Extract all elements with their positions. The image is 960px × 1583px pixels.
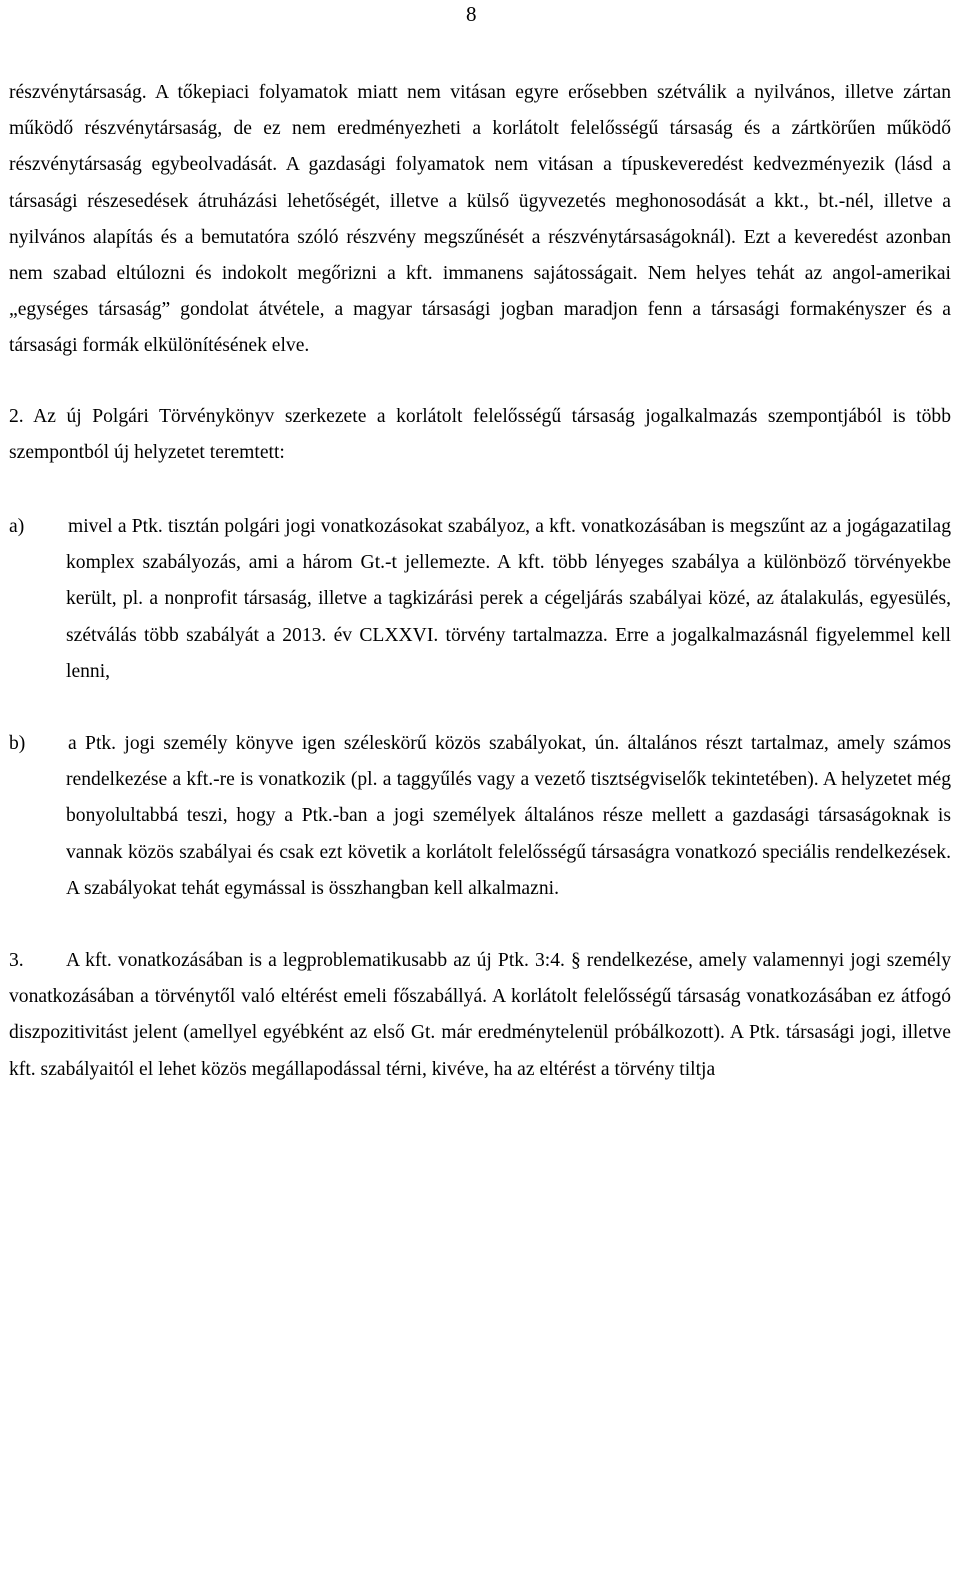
- page-body: [9, 75, 951, 1088]
- page-number: 8: [466, 2, 477, 26]
- section-3-paragraph: [9, 943, 951, 1088]
- list-item-b-text: a Ptk. jogi személy könyve igen széleskörű közös szabályokat, ún. általános részt tartalmaz, amely számos rendelkezése a kft.-re is vonatkozik (pl. a taggyűlés vagy a vezető tisztségviselők tekintetében). A helyzetet még bonyolultabbá teszi, hogy a Ptk.-ban a jogi személyek általános része mellett a gazdasági társaságoknak is vannak közös szabályai és csak ezt követik a korlátolt felelősségű társaságra vonatkozó speciális rendelkezések. A szabályokat tehát egymással is összhangban kell alkalmazni.: [66, 733, 951, 899]
- list-item-a: [9, 509, 951, 690]
- list-item-a-text: mivel a Ptk. tisztán polgári jogi vonatkozásokat szabályoz, a kft. vonatkozásában is megszűnt az a jogágazatilag komplex szabályozás, ami a három Gt.-t jellemezte. A kft. több lényeges szabálya a különböző törvényekbe került, pl. a nonprofit társaság, illetve a tagkizárási perek a cégeljárás szabályai közé, az átalakulás, egyesülés, szétválás több szabályát a 2013. év CLXXVI. törvény tartalmazza. Erre a jogalkalmazásnál figyelemmel kell lenni,: [66, 516, 951, 682]
- section-3-text: A kft. vonatkozásában is a legproblematikusabb az új Ptk. 3:4. § rendelkezése, amely valamennyi jogi személy vonatkozásában a törvénytől való eltérést emeli főszabállyá. A korlátolt felelősségű társaság vonatkozásában ez átfogó diszpozitivitást jelent (amellyel egyébként az első Gt. már eredménytelenül próbálkozott). A Ptk. társasági jogi, illetve kft. szabályaitól el lehet közös megállapodással térni, kivéve, ha az eltérést a törvény tiltja: [9, 950, 951, 1080]
- intro-paragraph: részvénytársaság. A tőkepiaci folyamatok miatt nem vitásan egyre erősebben szétválik a nyilvános, illetve zártan működő részvénytársaság, de ez nem eredményezheti a korlátolt felelősségű társaság és a zártkörűen működő részvénytársaság egybeolvadását. A gazdasági folyamatok nem vitásan a típuskeveredést kedvezményezik (lásd a társasági részesedések átruházási lehetőségét, illetve a külső ügyvezetés meghonosodását a kkt., bt.-nél, illetve a nyilvános alapítás és a bemutatóra szóló részvény megszűnését a részvénytársaságoknál). Ezt a keveredést azonban nem szabad eltúlozni és indokolt megőrizni a kft. immanens sajátosságait. Nem helyes tehát az angol-amerikai „egységes társaság” gondolat átvétele, a magyar társasági jogban maradjon fenn a társasági formakényszer és a társasági formák elkülönítésének elve.: [9, 82, 951, 357]
- section-3-number: 3.: [9, 950, 24, 972]
- section-2-paragraph: 2. Az új Polgári Törvénykönyv szerkezete a korlátolt felelősségű társaság jogalkalmazás szempontjából is több szempontból új helyzetet teremtett:: [9, 405, 951, 463]
- list-marker-a: a): [9, 516, 25, 538]
- list-item-b: [9, 726, 951, 907]
- list-marker-b: b): [9, 733, 26, 755]
